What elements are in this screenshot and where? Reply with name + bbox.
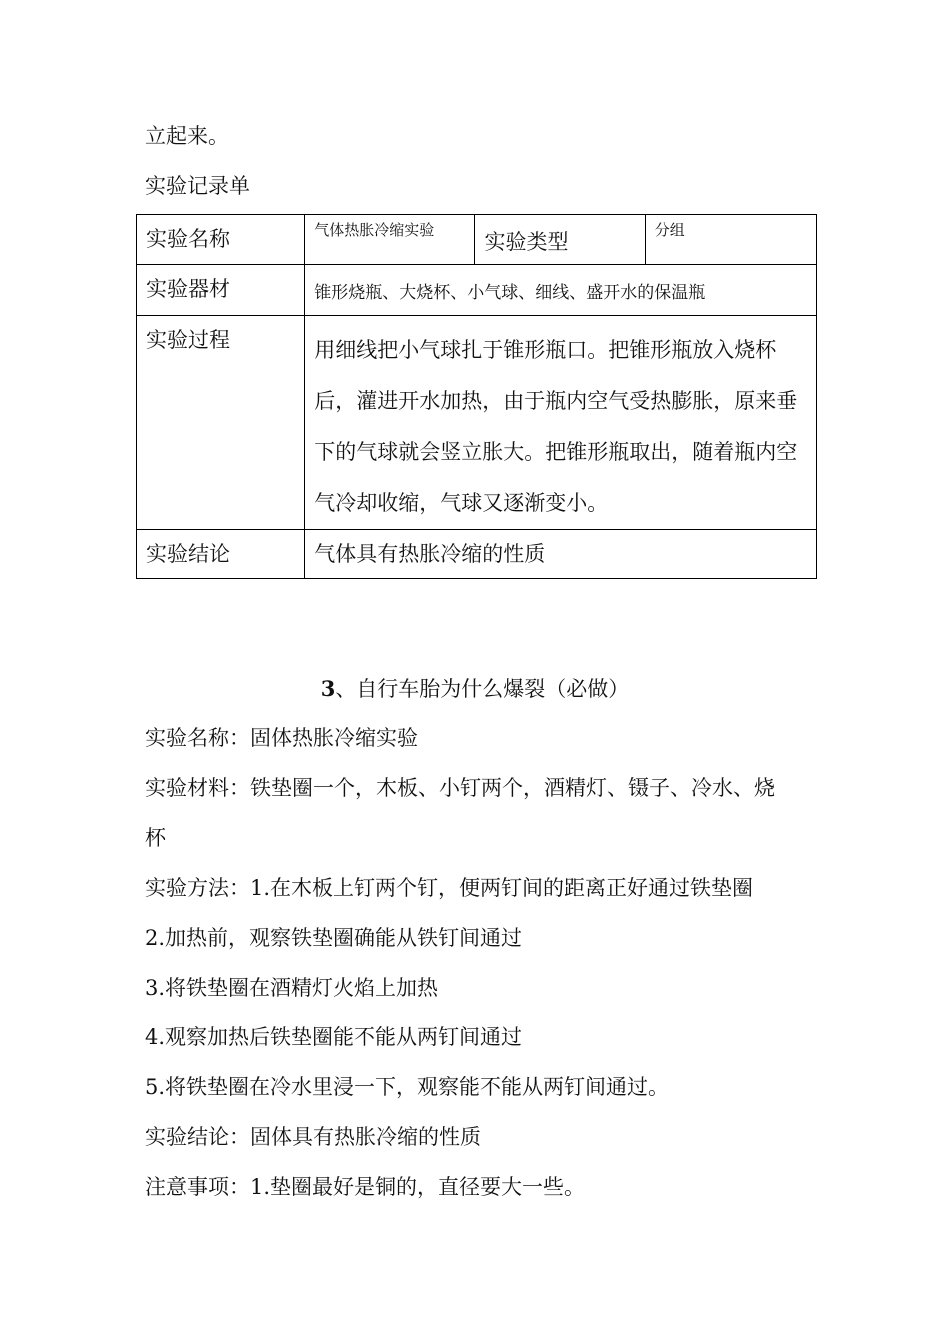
body-line: 5.将铁垫圈在冷水里浸一下，观察能不能从两钉间通过。 [145, 1075, 670, 1099]
equipment-label: 实验器材 [137, 265, 305, 316]
body-line: 实验名称：固体热胀冷缩实验 [145, 726, 418, 750]
conclusion-label: 实验结论 [137, 530, 305, 579]
type-label: 实验类型 [475, 215, 645, 265]
table-row [137, 265, 817, 316]
body-line: 实验结论：固体具有热胀冷缩的性质 [145, 1125, 481, 1149]
section-title: 、自行车胎为什么爆裂（必做） [335, 677, 630, 701]
name-value: 气体热胀冷缩实验 [305, 215, 475, 265]
table-row [137, 215, 817, 265]
body-line: 2.加热前，观察铁垫圈确能从铁钉间通过 [145, 926, 523, 950]
section-heading [0, 676, 950, 702]
table-row [137, 530, 817, 579]
table-row [137, 316, 817, 530]
type-value: 分组 [645, 215, 816, 265]
process-label: 实验过程 [137, 316, 305, 530]
body-line: 4.观察加热后铁垫圈能不能从两钉间通过 [145, 1025, 523, 1049]
section-number: 3 [320, 676, 336, 701]
process-value: 用细线把小气球扎于锥形瓶口。把锥形瓶放入烧杯后，灌进开水加热，由于瓶内空气受热膨胀，原来垂下的气球就会竖立胀大。把锥形瓶取出，随着瓶内空气冷却收缩，气球又逐渐变小。 [305, 316, 817, 530]
record-sheet-title: 实验记录单 [145, 174, 250, 198]
name-label: 实验名称 [137, 215, 305, 265]
body-line: 杯 [145, 826, 166, 850]
body-line: 3.将铁垫圈在酒精灯火焰上加热 [145, 976, 439, 1000]
conclusion-value: 气体具有热胀冷缩的性质 [305, 530, 817, 579]
experiment-record-table [136, 214, 817, 579]
body-line: 实验材料：铁垫圈一个，木板、小钉两个，酒精灯、镊子、冷水、烧 [145, 776, 775, 800]
continuation-text: 立起来。 [145, 124, 229, 148]
body-line: 注意事项：1.垫圈最好是铜的，直径要大一些。 [145, 1175, 586, 1199]
equipment-value: 锥形烧瓶、大烧杯、小气球、细线、盛开水的保温瓶 [305, 265, 817, 316]
body-line: 实验方法：1.在木板上钉两个钉，便两钉间的距离正好通过铁垫圈 [145, 876, 754, 900]
